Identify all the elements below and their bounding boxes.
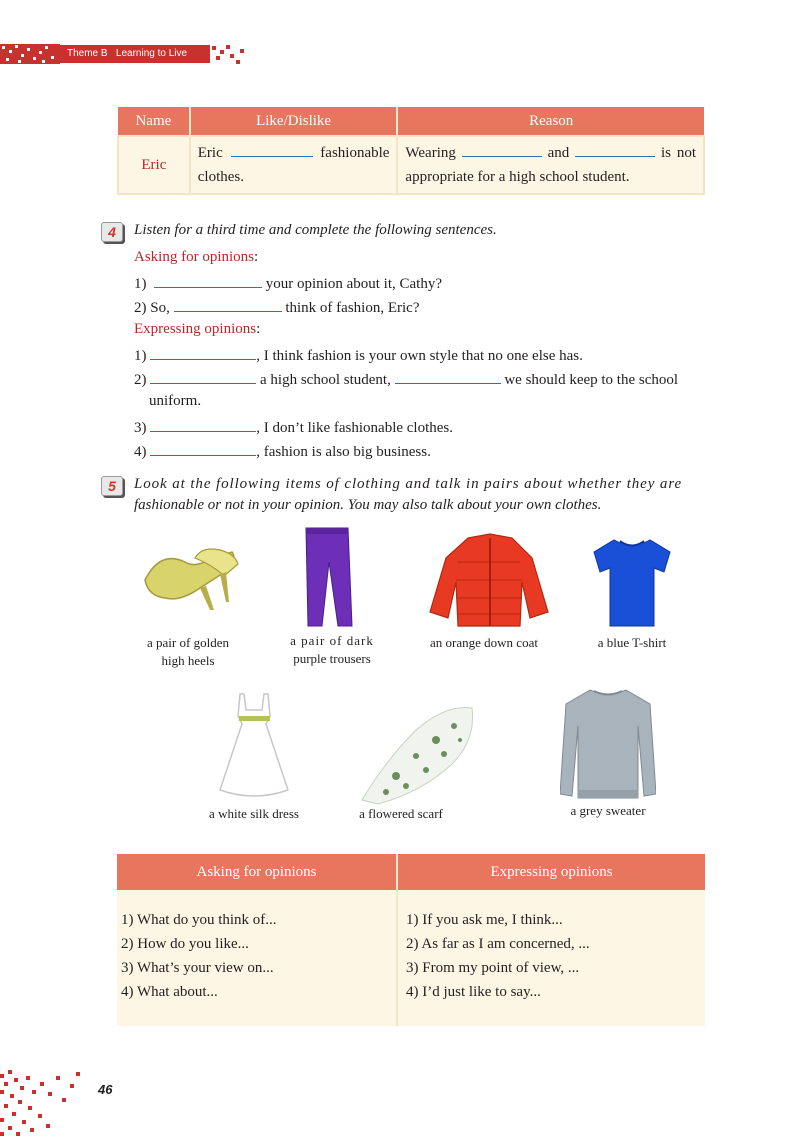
e2-end: we should keep to the school: [504, 372, 679, 388]
cell-reason: [397, 136, 704, 194]
caption-dress: a white silk dress: [209, 806, 299, 821]
e2-num: 2): [134, 372, 147, 388]
expressing-phrase: 2) As far as I am concerned, ...: [406, 936, 590, 952]
blank-a2[interactable]: [174, 297, 282, 312]
a1-num: 1): [134, 276, 147, 292]
section-4-instruction: Listen for a third time and complete the following sentences.: [134, 222, 497, 238]
section-5-instruction-1: Look at the following items of clothing and talk in pairs about whether they are: [134, 476, 683, 492]
blank-e3[interactable]: [150, 417, 256, 432]
e2-cont: uniform.: [149, 393, 202, 409]
caption-trousers-1: a pair of dark: [290, 633, 374, 648]
e3-num: 3): [134, 420, 147, 436]
expressing-phrases-cell: [397, 890, 705, 1026]
reason-text-b: and: [547, 145, 570, 161]
like-text-a: Eric: [197, 145, 223, 161]
expressing-line-4: [134, 441, 431, 461]
blue-tshirt-image: [592, 536, 672, 628]
asking-line-2: [134, 297, 419, 317]
asking-phrase: 2) How do you like...: [121, 936, 249, 952]
caption-sweater: a grey sweater: [570, 803, 646, 818]
e3-text: , I don’t like fashionable clothes.: [256, 420, 454, 436]
caption-heels-2: high heels: [161, 653, 215, 668]
asking-colon: :: [254, 249, 259, 265]
a2-text: think of fashion, Eric?: [285, 300, 420, 316]
asking-line-1: [134, 273, 442, 293]
blank-like[interactable]: [231, 142, 313, 157]
like-text-b: fashionable: [320, 145, 390, 161]
cell-like-dislike: [190, 136, 398, 194]
caption-tshirt: a blue T-shirt: [597, 635, 667, 650]
expressing-phrase: 3) From my point of view, ...: [406, 960, 580, 976]
expressing-line-1: [134, 345, 583, 365]
caption-trousers-2: purple trousers: [293, 651, 371, 666]
header-title: Learning to Live: [115, 48, 188, 59]
grey-sweater-image: [560, 686, 656, 802]
e1-num: 1): [134, 348, 147, 364]
col-header-name: Name: [118, 107, 190, 136]
purple-trousers-image: [296, 526, 362, 630]
footer-pixel-pattern: [0, 1068, 96, 1138]
expressing-heading: [134, 321, 260, 338]
col-header-asking: Asking for opinions: [117, 854, 397, 890]
blank-e4[interactable]: [150, 441, 256, 456]
expressing-line-3: [134, 417, 453, 437]
header-theme: Theme B: [67, 48, 108, 59]
caption-trousers: [270, 632, 394, 668]
asking-label: Asking for opinions: [134, 249, 254, 265]
col-header-reason: Reason: [397, 107, 704, 136]
blank-e1[interactable]: [150, 345, 256, 360]
reason-text-a: Wearing: [405, 145, 456, 161]
caption-coat: an orange down coat: [430, 635, 538, 650]
col-header-expressing: Expressing opinions: [397, 854, 705, 890]
asking-phrase: 1) What do you think of...: [121, 912, 277, 928]
like-text-c: clothes.: [197, 169, 244, 185]
expressing-phrase: 4) I’d just like to say...: [406, 984, 541, 1000]
listening-table: [117, 107, 705, 195]
opinions-table: [117, 854, 705, 1026]
e1-text: , I think fashion is your own style that no one else has.: [256, 348, 583, 364]
white-silk-dress-image: [212, 690, 296, 802]
blank-a1[interactable]: [154, 273, 262, 288]
section-5-number: 5: [101, 476, 123, 496]
col-header-like-dislike: Like/Dislike: [190, 107, 398, 136]
section-4-number: 4: [101, 222, 123, 242]
expressing-phrase: 1) If you ask me, I think...: [406, 912, 563, 928]
reason-text-c: is not: [660, 145, 696, 161]
section-5-instruction-2: fashionable or not in your opinion. You may also talk about your own clothes.: [134, 497, 602, 513]
reason-text-d: appropriate for a high school student.: [405, 169, 630, 185]
blank-e2a[interactable]: [150, 369, 256, 384]
e4-text: , fashion is also big business.: [256, 444, 431, 460]
e4-num: 4): [134, 444, 147, 460]
e2-mid: a high school student,: [260, 372, 391, 388]
cell-name: Eric: [118, 136, 190, 194]
expressing-colon: :: [256, 321, 261, 337]
blank-reason-1[interactable]: [462, 142, 542, 157]
header-theme-label: [60, 45, 210, 63]
asking-heading: [134, 249, 258, 266]
caption-heels-1: a pair of golden: [147, 635, 229, 650]
a2-pre: 2) So,: [134, 300, 170, 316]
asking-phrase: 3) What’s your view on...: [121, 960, 274, 976]
expressing-line-2: [134, 369, 678, 389]
golden-high-heels-image: [140, 540, 240, 620]
asking-phrase: 4) What about...: [121, 984, 218, 1000]
page-number: 46: [98, 1082, 113, 1097]
caption-high-heels: [130, 634, 246, 670]
blank-reason-2[interactable]: [575, 142, 655, 157]
asking-phrases-cell: [117, 890, 397, 1026]
expressing-label: Expressing opinions: [134, 321, 257, 337]
flowered-scarf-image: [356, 700, 480, 806]
caption-scarf: a flowered scarf: [359, 806, 443, 821]
a1-text: your opinion about it, Cathy?: [265, 276, 442, 292]
orange-down-coat-image: [428, 532, 552, 628]
blank-e2b[interactable]: [395, 369, 501, 384]
